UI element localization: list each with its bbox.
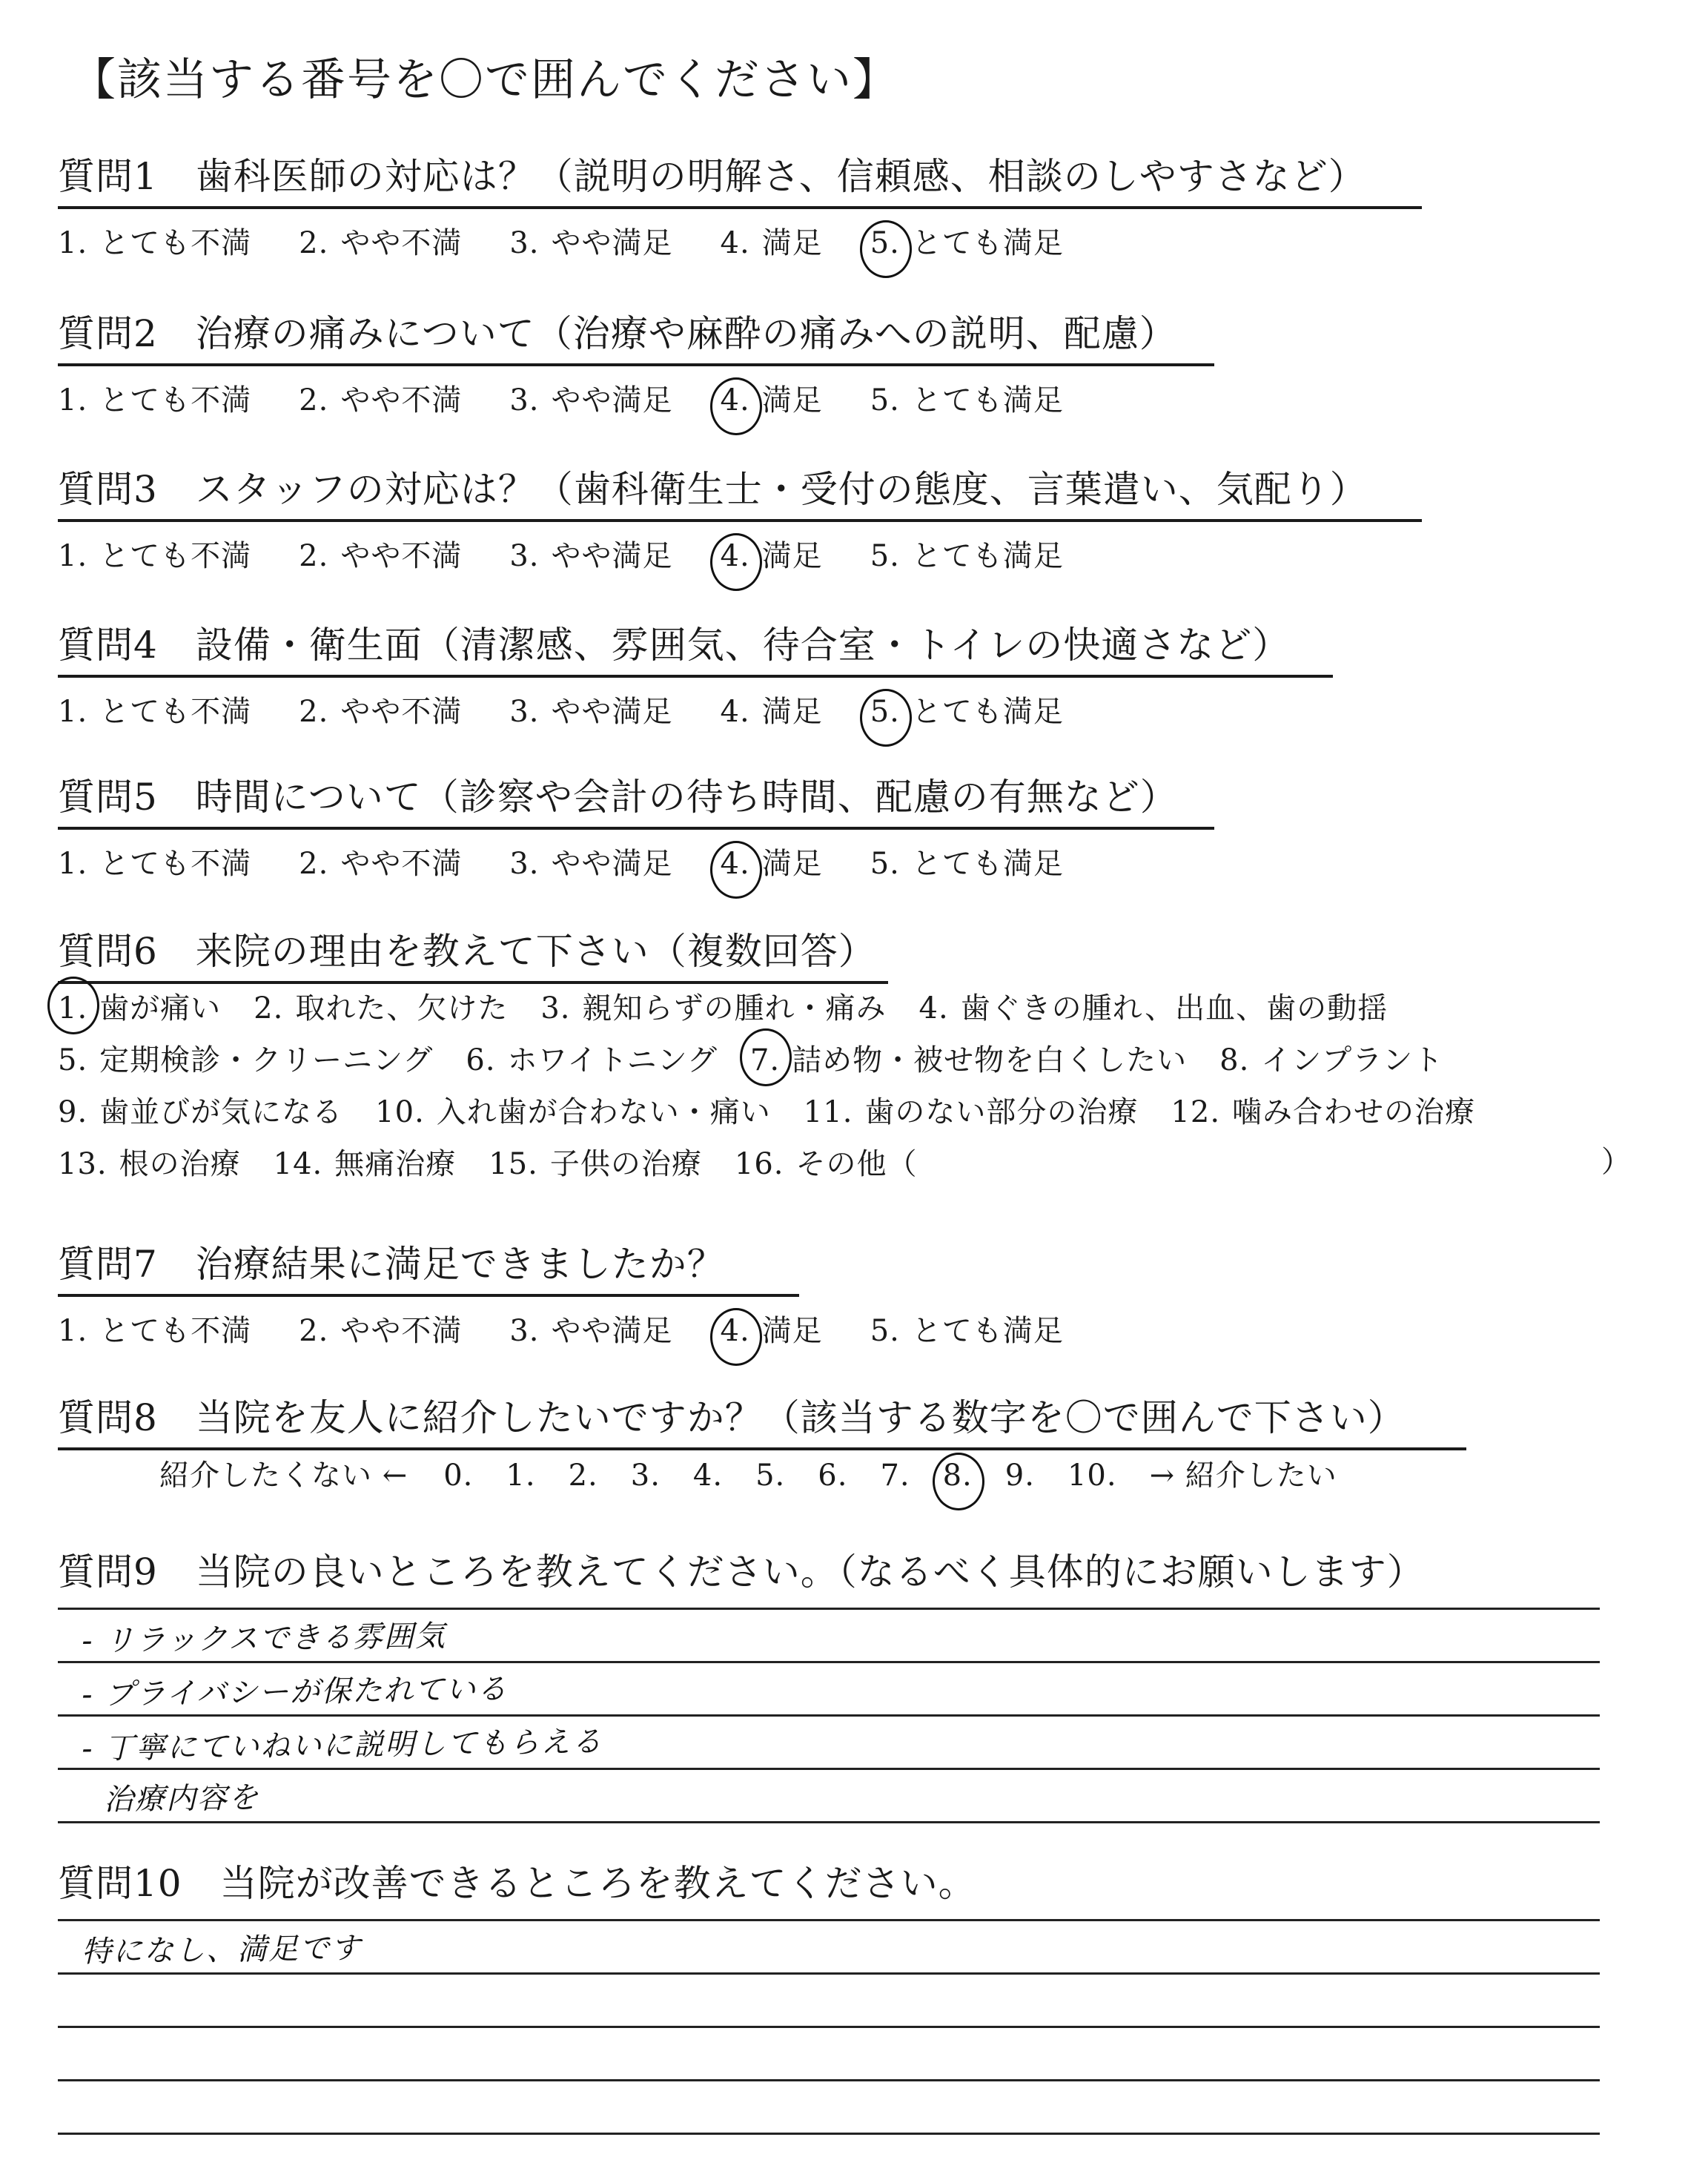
question-title: 質問2 治療の痛みについて（治療や麻酔の痛みへの説明、配慮） bbox=[58, 312, 1177, 355]
question-6-options bbox=[58, 982, 1508, 1190]
question-4 bbox=[58, 615, 1333, 730]
reason-option-label[interactable]: 親知らずの腫れ・痛み bbox=[582, 991, 887, 1025]
handwritten-answer: - プライバシーが保たれている bbox=[81, 1671, 509, 1713]
rating-option-label[interactable]: やや満足 bbox=[551, 383, 673, 417]
question-title: 質問1 歯科医師の対応は？（説明の明解さ、信頼感、相談のしやすさなど） bbox=[58, 155, 1366, 198]
rating-option-number[interactable]: 4. bbox=[720, 383, 750, 417]
rating-option-number[interactable]: 3. bbox=[509, 1314, 540, 1348]
reason-option-number[interactable]: 1. bbox=[58, 982, 87, 1034]
scale-option[interactable]: 1. bbox=[506, 1459, 536, 1493]
rating-option-label[interactable]: とても満足 bbox=[911, 1314, 1064, 1348]
answer-line bbox=[58, 1821, 1600, 1823]
question-8-underline bbox=[58, 1447, 1466, 1450]
rating-option-label[interactable]: 満足 bbox=[761, 226, 823, 260]
rating-options bbox=[58, 1307, 1111, 1350]
rating-option-label[interactable]: 満足 bbox=[761, 383, 823, 417]
question-8-title: 質問8 当院を友人に紹介したいですか？（該当する数字を〇で囲んで下さい） bbox=[58, 1396, 1406, 1439]
reason-option-number[interactable]: 11. bbox=[803, 1095, 853, 1129]
rating-option-label[interactable]: やや不満 bbox=[340, 695, 463, 729]
rating-option-label[interactable]: やや不満 bbox=[340, 847, 463, 881]
answer-line bbox=[58, 1972, 1600, 1975]
rating-options bbox=[58, 840, 1214, 882]
reason-option-number[interactable]: 9. bbox=[58, 1095, 88, 1129]
question-underline bbox=[58, 1294, 799, 1297]
scale-option[interactable]: 6. bbox=[818, 1459, 848, 1493]
rating-option-label[interactable]: とても不満 bbox=[99, 383, 252, 417]
rating-option-number[interactable]: 5. bbox=[870, 847, 900, 881]
rating-option-label[interactable]: とても満足 bbox=[911, 847, 1064, 881]
rating-option-number[interactable]: 1. bbox=[58, 695, 88, 729]
question-underline bbox=[58, 519, 1422, 522]
handwritten-answer: - リラックスできる雰囲気 bbox=[81, 1619, 447, 1659]
reason-option-number[interactable]: 15. bbox=[489, 1147, 538, 1181]
question-title: 質問7 治療結果に満足できましたか？ bbox=[58, 1243, 725, 1286]
question-2 bbox=[58, 304, 1214, 419]
question-3 bbox=[58, 460, 1422, 575]
reason-option-number[interactable]: 2. bbox=[254, 991, 284, 1025]
reason-option-label[interactable]: 入れ歯が合わない・痛い bbox=[436, 1095, 771, 1129]
rating-option-number[interactable]: 3. bbox=[509, 539, 540, 573]
reason-option-label[interactable]: 根の治療 bbox=[119, 1147, 241, 1181]
reason-option-number[interactable]: 3. bbox=[540, 991, 571, 1025]
answer-line bbox=[58, 1768, 1600, 1770]
scale-right-label: → 紹介したい bbox=[1149, 1459, 1337, 1493]
answer-line bbox=[58, 1661, 1600, 1663]
reason-option-number[interactable]: 13. bbox=[58, 1147, 107, 1181]
page-heading: 【該当する番号を〇で囲んでください】 bbox=[71, 54, 898, 106]
reason-option-number[interactable]: 4. bbox=[918, 991, 949, 1025]
question-7 bbox=[58, 1235, 1111, 1350]
question-title: 質問4 設備・衛生面（清潔感、雰囲気、待合室・トイレの快適さなど） bbox=[58, 624, 1291, 667]
rating-option-number[interactable]: 4. bbox=[720, 847, 750, 881]
rating-option-label[interactable]: とても満足 bbox=[911, 226, 1064, 260]
reason-option-number[interactable]: 7. bbox=[750, 1034, 780, 1086]
question-5 bbox=[58, 767, 1214, 882]
rating-option-label[interactable]: やや満足 bbox=[551, 847, 673, 881]
reason-option-number[interactable]: 10. bbox=[375, 1095, 425, 1129]
scale-option[interactable]: 10. bbox=[1067, 1459, 1117, 1493]
rating-option-number[interactable]: 3. bbox=[509, 695, 540, 729]
rating-option-label[interactable]: 満足 bbox=[761, 695, 823, 729]
reason-option-number[interactable]: 12. bbox=[1171, 1095, 1221, 1129]
rating-option-number[interactable]: 1. bbox=[58, 539, 88, 573]
scale-left-label: 紹介したくない ← bbox=[159, 1459, 408, 1493]
rating-options bbox=[58, 532, 1422, 575]
reason-option-number[interactable]: 6. bbox=[466, 1043, 496, 1077]
rating-option-label[interactable]: やや満足 bbox=[551, 539, 673, 573]
question-title: 質問3 スタッフの対応は？（歯科衛生士・受付の態度、言葉遣い、気配り） bbox=[58, 468, 1368, 511]
rating-option-label[interactable]: とても満足 bbox=[911, 695, 1064, 729]
rating-option-number[interactable]: 2. bbox=[299, 383, 329, 417]
scale-option[interactable]: 2. bbox=[568, 1459, 598, 1493]
reason-option-label[interactable]: 子供の治療 bbox=[549, 1147, 702, 1181]
rating-option-label[interactable]: やや満足 bbox=[551, 695, 673, 729]
rating-options bbox=[58, 688, 1333, 730]
rating-option-label[interactable]: とても不満 bbox=[99, 847, 252, 881]
rating-options bbox=[58, 377, 1214, 419]
reason-option-label[interactable]: 詰め物・被せ物を白くしたい bbox=[792, 1043, 1188, 1077]
rating-option-label[interactable]: やや不満 bbox=[340, 383, 463, 417]
handwritten-answer: - 丁寧にていねいに説明してもらえる bbox=[81, 1725, 603, 1766]
reason-option-number[interactable]: 14. bbox=[273, 1147, 323, 1181]
question-6 bbox=[58, 922, 888, 984]
rating-option-label[interactable]: やや不満 bbox=[340, 1314, 463, 1348]
answer-line bbox=[58, 2026, 1600, 2028]
rating-option-label[interactable]: やや満足 bbox=[551, 226, 673, 260]
rating-option-label[interactable]: 満足 bbox=[761, 847, 823, 881]
rating-option-number[interactable]: 2. bbox=[299, 226, 329, 260]
rating-option-number[interactable]: 5. bbox=[870, 1314, 900, 1348]
reason-option-label[interactable]: インプラント bbox=[1261, 1043, 1444, 1077]
rating-option-number[interactable]: 1. bbox=[58, 847, 88, 881]
question-title: 質問5 時間について（診察や会計の待ち時間、配慮の有無など） bbox=[58, 776, 1178, 819]
answer-line bbox=[58, 1608, 1600, 1610]
rating-option-number[interactable]: 2. bbox=[299, 847, 329, 881]
reason-option-label[interactable]: 歯並びが気になる bbox=[99, 1095, 343, 1129]
question-6-title: 質問6 来院の理由を教えて下さい（複数回答） bbox=[58, 930, 876, 973]
handwritten-answer: 治療内容を bbox=[103, 1780, 260, 1817]
rating-option-number[interactable]: 5. bbox=[870, 539, 900, 573]
reason-option-number[interactable]: 16. bbox=[734, 1147, 784, 1181]
reason-option-label[interactable]: 取れた、欠けた bbox=[295, 991, 509, 1025]
answer-line bbox=[58, 2133, 1600, 2135]
scale-option[interactable]: 9. bbox=[1004, 1459, 1035, 1493]
rating-option-number[interactable]: 1. bbox=[58, 1314, 88, 1348]
question-10-title: 質問10 当院が改善できるところを教えてください。 bbox=[58, 1862, 976, 1905]
question-underline bbox=[58, 363, 1214, 366]
reason-option-label[interactable]: 歯が痛い bbox=[99, 991, 222, 1025]
reason-option-label[interactable]: 定期検診・クリーニング bbox=[99, 1043, 434, 1077]
rating-option-number[interactable]: 4. bbox=[720, 226, 750, 260]
recommend-scale bbox=[159, 1452, 1337, 1494]
answer-line bbox=[58, 1714, 1600, 1717]
question-9-title: 質問9 当院の良いところを教えてください。（なるべく具体的にお願いします） bbox=[58, 1550, 1425, 1593]
handwritten-answer: 特になし、満足です bbox=[81, 1931, 363, 1969]
reason-option-label[interactable]: ホワイトニング bbox=[507, 1043, 718, 1077]
rating-option-number[interactable]: 5. bbox=[870, 383, 900, 417]
rating-option-label[interactable]: とても満足 bbox=[911, 383, 1064, 417]
scale-option[interactable]: 3. bbox=[630, 1459, 661, 1493]
rating-option-number[interactable]: 4. bbox=[720, 695, 750, 729]
scale-option[interactable]: 4. bbox=[692, 1459, 724, 1493]
rating-option-label[interactable]: とても不満 bbox=[99, 695, 252, 729]
reason-option-label[interactable]: 噛み合わせの治療 bbox=[1232, 1095, 1476, 1129]
rating-option-number[interactable]: 2. bbox=[299, 539, 329, 573]
rating-option-number[interactable]: 5. bbox=[870, 226, 900, 260]
rating-option-number[interactable]: 4. bbox=[720, 539, 750, 573]
question-underline bbox=[58, 675, 1333, 678]
rating-option-label[interactable]: とても満足 bbox=[911, 539, 1064, 573]
reason-option-number[interactable]: 8. bbox=[1219, 1043, 1250, 1077]
rating-option-number[interactable]: 5. bbox=[870, 695, 900, 729]
answer-line bbox=[58, 2079, 1600, 2081]
reason-row bbox=[58, 1138, 1508, 1190]
question-underline bbox=[58, 206, 1422, 209]
reason-option-label[interactable]: 歯のない部分の治療 bbox=[864, 1095, 1139, 1129]
scale-option[interactable]: 0. bbox=[443, 1459, 474, 1493]
question-1 bbox=[58, 147, 1422, 262]
rating-option-number[interactable]: 1. bbox=[58, 226, 88, 260]
rating-option-label[interactable]: とても不満 bbox=[99, 1314, 252, 1348]
question-8 bbox=[58, 1388, 1466, 1450]
reason-row bbox=[58, 982, 1508, 1034]
reason-option-number[interactable]: 5. bbox=[58, 1043, 88, 1077]
scale-option[interactable]: 7. bbox=[880, 1459, 910, 1493]
rating-option-number[interactable]: 1. bbox=[58, 383, 88, 417]
rating-option-label[interactable]: やや不満 bbox=[340, 539, 463, 573]
question-underline bbox=[58, 827, 1214, 830]
rating-option-number[interactable]: 2. bbox=[299, 1314, 329, 1348]
rating-option-number[interactable]: 3. bbox=[509, 226, 540, 260]
answer-line bbox=[58, 1919, 1600, 1921]
rating-option-label[interactable]: 満足 bbox=[761, 1314, 823, 1348]
reason-row bbox=[58, 1086, 1508, 1138]
rating-option-label[interactable]: とても不満 bbox=[99, 226, 252, 260]
scale-option[interactable]: 5. bbox=[755, 1459, 786, 1493]
rating-options bbox=[58, 219, 1422, 262]
rating-option-label[interactable]: 満足 bbox=[761, 539, 823, 573]
rating-option-number[interactable]: 3. bbox=[509, 847, 540, 881]
question-9 bbox=[58, 1542, 1425, 1596]
scale-option[interactable]: 8. bbox=[942, 1459, 973, 1493]
rating-option-label[interactable]: とても不満 bbox=[99, 539, 252, 573]
rating-option-number[interactable]: 2. bbox=[299, 695, 329, 729]
other-close-paren: ） bbox=[1601, 1145, 1631, 1179]
reason-option-label[interactable]: 無痛治療 bbox=[334, 1147, 457, 1181]
question-10 bbox=[58, 1854, 976, 1907]
rating-option-number[interactable]: 4. bbox=[720, 1314, 750, 1348]
rating-option-label[interactable]: やや不満 bbox=[340, 226, 463, 260]
rating-option-number[interactable]: 3. bbox=[509, 383, 540, 417]
reason-option-label[interactable]: その他（ bbox=[795, 1147, 918, 1181]
rating-option-label[interactable]: やや満足 bbox=[551, 1314, 673, 1348]
reason-option-label[interactable]: 歯ぐきの腫れ、出血、歯の動揺 bbox=[960, 991, 1388, 1025]
reason-row bbox=[58, 1034, 1508, 1086]
